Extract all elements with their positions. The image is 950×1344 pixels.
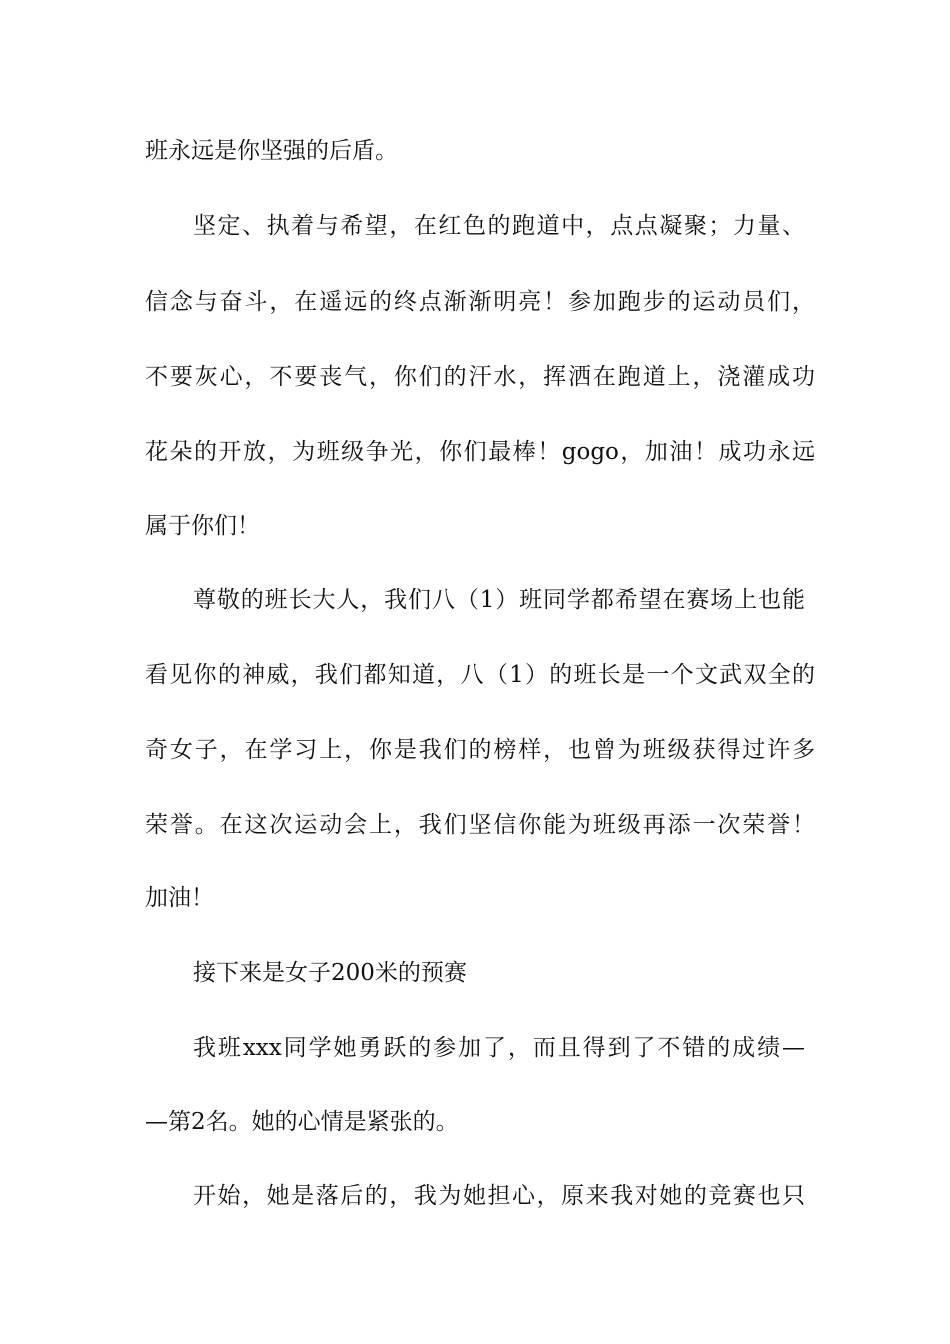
text-line: 班永远是你坚强的后盾。 — [145, 138, 398, 164]
text-line: 坚定、执着与希望，在红色的跑道中，点点凝聚；力量、 — [193, 213, 805, 239]
text-line: 我班xxx同学她勇跃的参加了，而且得到了不错的成绩— — [193, 1035, 805, 1061]
text-line: 奇女子，在学习上，你是我们的榜样，也曾为班级获得过许多 — [145, 737, 815, 763]
text-line: 荣誉。在这次运动会上，我们坚信你能为班级再添一次荣誉！ — [145, 812, 815, 838]
text-line: 加油！ — [145, 885, 214, 911]
text-line: 开始，她是落后的，我为她担心，原来我对她的竞赛也只 — [193, 1183, 805, 1209]
text-line: 花朵的开放，为班级争光，你们最棒！gogo，加油！成功永远 — [145, 439, 815, 465]
text-line: 信念与奋斗，在遥远的终点渐渐明亮！参加跑步的运动员们， — [145, 289, 815, 315]
text-line: 接下来是女子200米的预赛 — [193, 960, 467, 986]
text-line: 看见你的神威，我们都知道，八（1）的班长是一个文武双全的 — [145, 662, 815, 688]
text-line: —第2名。她的心情是紧张的。 — [145, 1109, 459, 1135]
text-line: 属于你们！ — [145, 513, 260, 539]
text-line: 尊敬的班长大人，我们八（1）班同学都希望在赛场上也能 — [193, 587, 805, 613]
text-line: 不要灰心，不要丧气，你们的汗水，挥洒在跑道上，浇灌成功 — [145, 364, 815, 390]
